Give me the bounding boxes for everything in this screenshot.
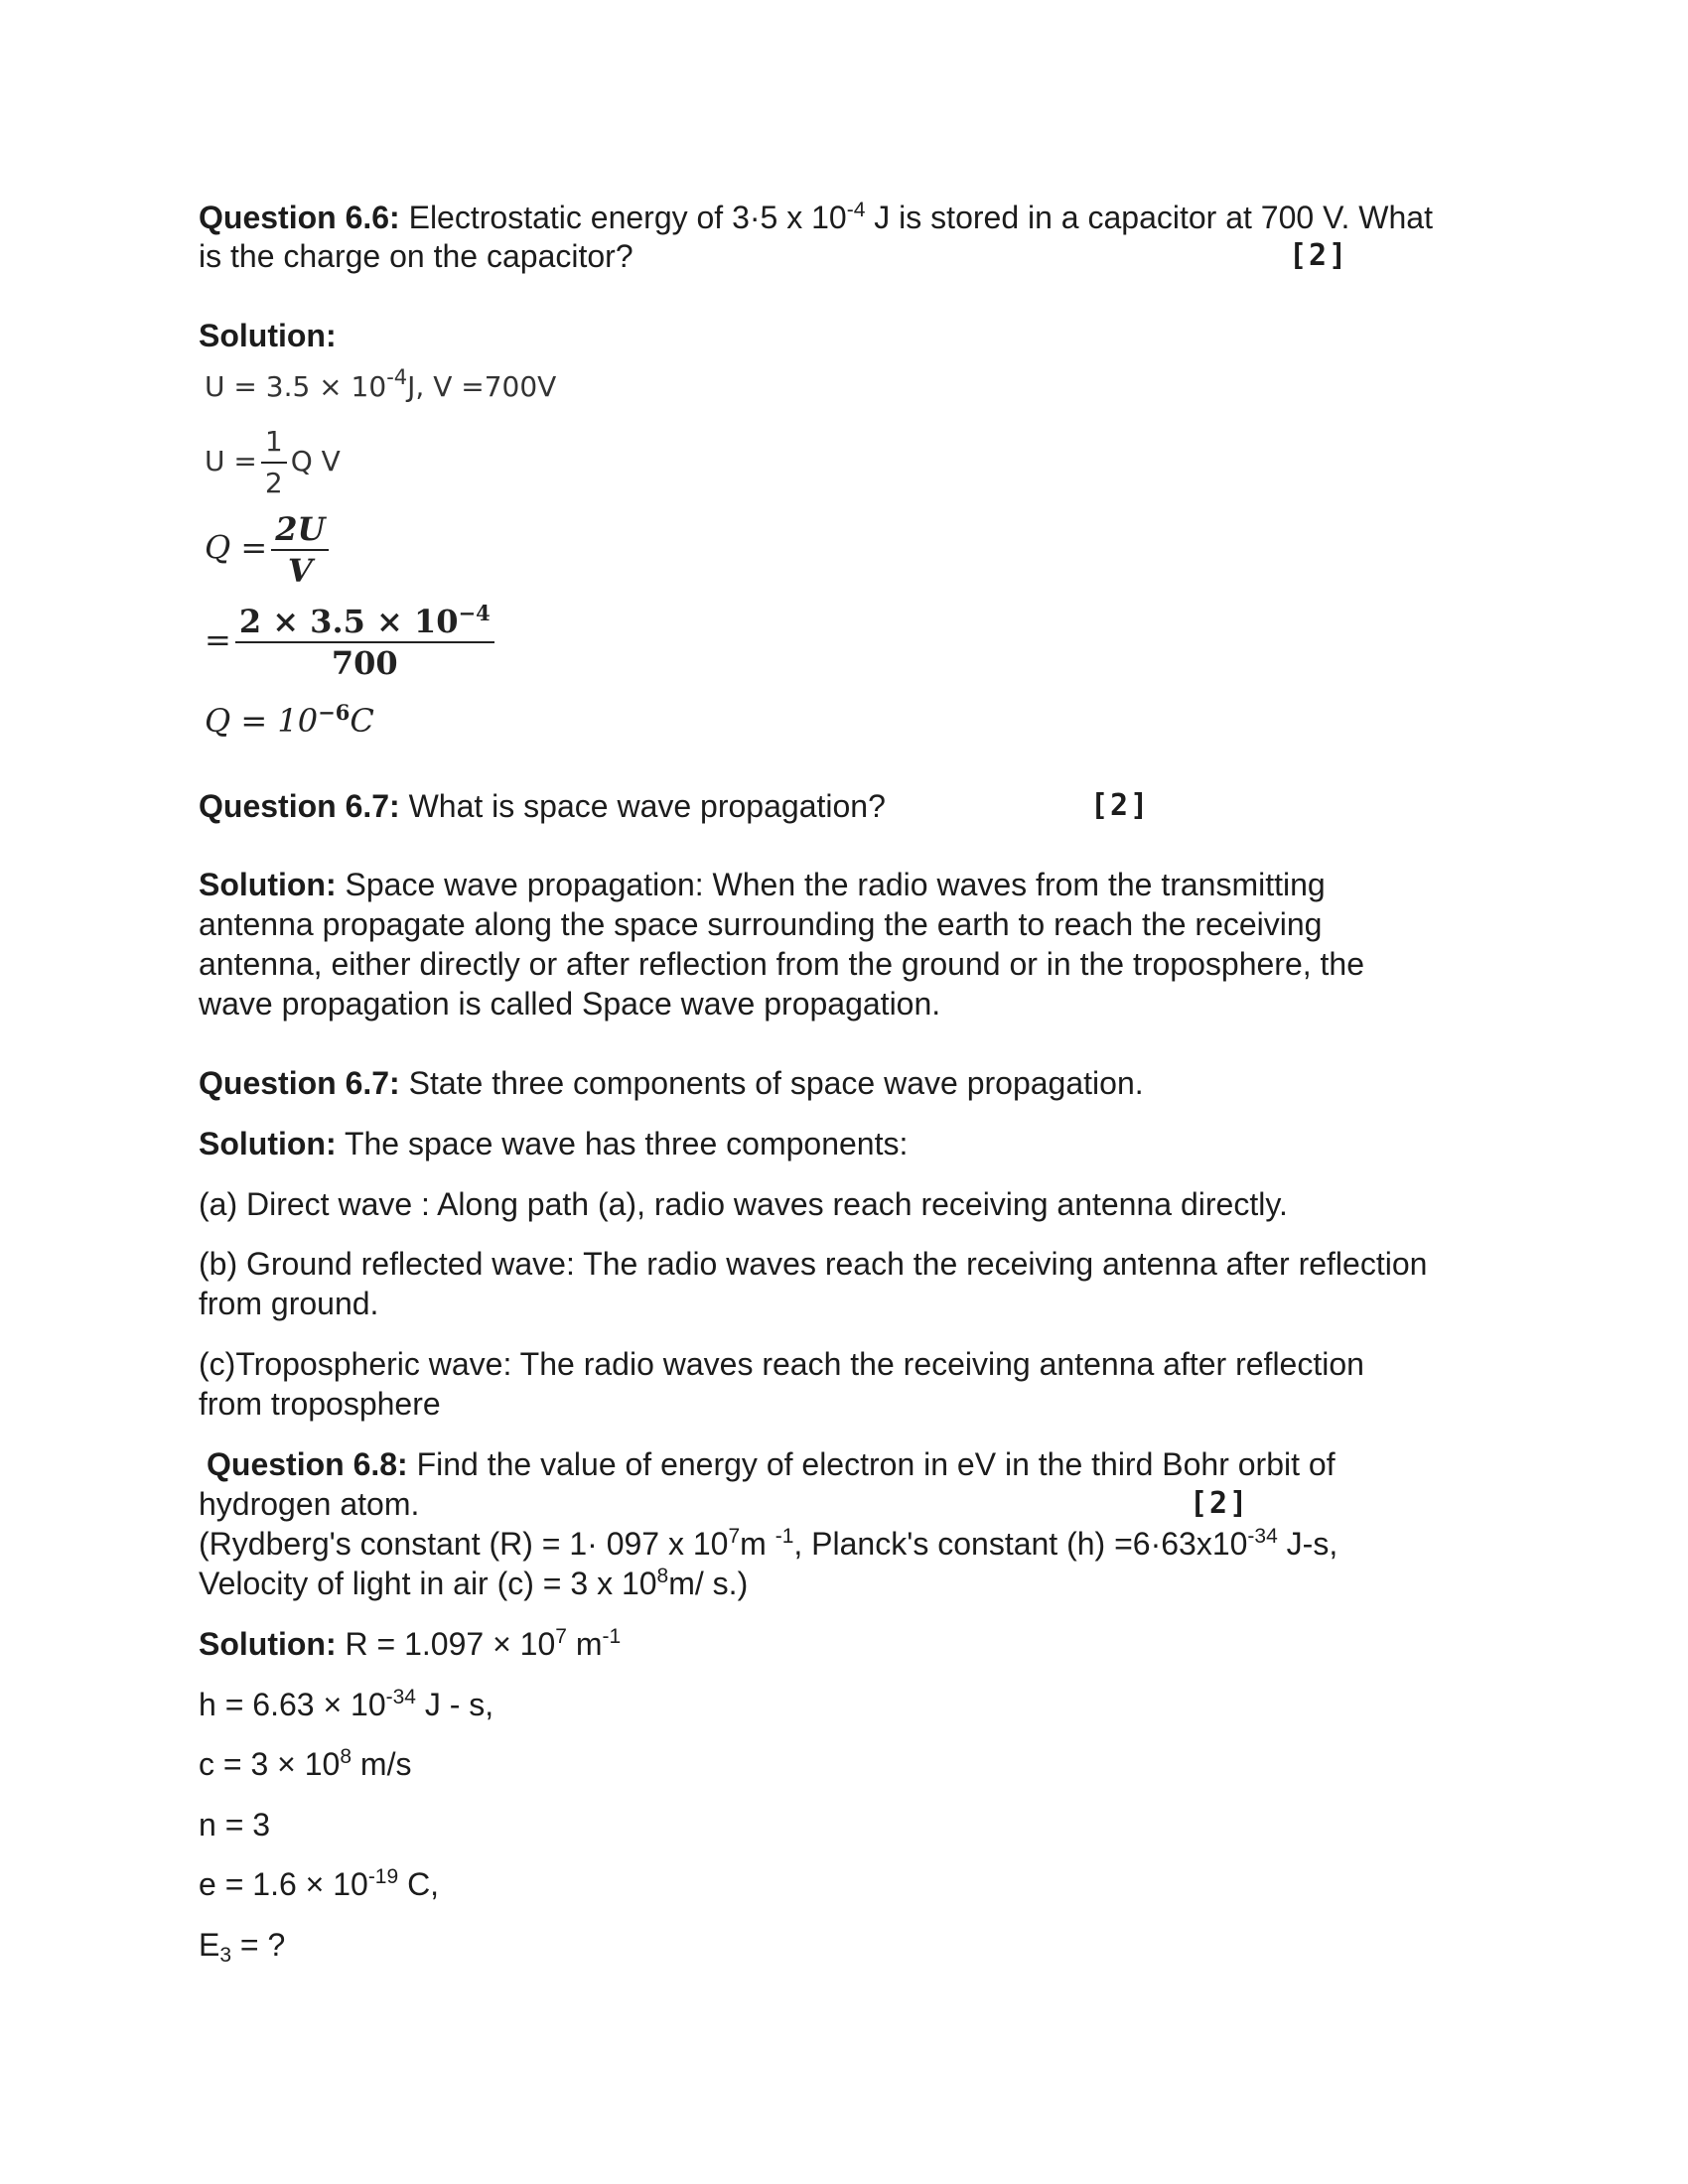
exponent: -1 bbox=[774, 1525, 794, 1548]
question-text: Find the value of energy of electron in eV in the third Bohr orbit of bbox=[407, 1446, 1336, 1482]
solution-6-7-line-3: antenna, either directly or after reflection from the ground or in the troposphere, the bbox=[199, 946, 1364, 982]
question-label: Question 6.7: bbox=[199, 1065, 400, 1101]
result-unit: C bbox=[350, 702, 374, 740]
component-tropospheric-wave-cont: from troposphere bbox=[199, 1386, 441, 1422]
marks-badge: [2] bbox=[1090, 788, 1151, 823]
exponent: -1 bbox=[602, 1625, 622, 1648]
result-text: Q = 10 bbox=[205, 702, 319, 740]
question-6-7-space-wave bbox=[199, 786, 886, 826]
numerator: 2U bbox=[271, 509, 329, 551]
solution-text: h = 6.63 × 10 bbox=[199, 1687, 386, 1722]
solution-6-8-light-speed bbox=[199, 1744, 411, 1784]
equation-energy bbox=[205, 422, 341, 503]
exponent: 8 bbox=[340, 1745, 352, 1768]
solution-text: m bbox=[566, 1626, 603, 1662]
solution-6-8-rydberg bbox=[199, 1624, 621, 1664]
solution-label: Solution: bbox=[199, 1126, 337, 1161]
constants-text: m/ s.) bbox=[668, 1566, 749, 1601]
question-6-6 bbox=[199, 198, 1433, 237]
given-values bbox=[205, 367, 556, 407]
fraction bbox=[235, 602, 494, 683]
marks-badge: [2] bbox=[1190, 1486, 1250, 1521]
equation-charge bbox=[205, 509, 333, 591]
exponent: 7 bbox=[555, 1625, 567, 1648]
question-text: State three components of space wave propagation. bbox=[399, 1065, 1144, 1101]
exponent: -4 bbox=[846, 199, 866, 221]
solution-6-6-label bbox=[199, 316, 337, 355]
marks-badge: [2] bbox=[1289, 238, 1349, 273]
solution-6-7-line-4: wave propagation is called Space wave propagation. bbox=[199, 986, 941, 1022]
exponent: -34 bbox=[1247, 1525, 1278, 1548]
fraction bbox=[271, 509, 329, 591]
constants-text: (Rydberg's constant (R) = 1· 097 x 10 bbox=[199, 1526, 729, 1562]
denominator: V bbox=[287, 552, 313, 590]
solution-text: Space wave propagation: When the radio waves from the transmitting bbox=[336, 867, 1326, 902]
constants-text: m bbox=[740, 1526, 775, 1562]
equation-result bbox=[205, 701, 374, 741]
solution-text: c = 3 × 10 bbox=[199, 1746, 341, 1782]
component-ground-wave-cont: from ground. bbox=[199, 1286, 379, 1321]
fraction bbox=[261, 422, 287, 503]
question-label: Question 6.6: bbox=[199, 200, 400, 235]
question-6-8-velocity bbox=[199, 1564, 748, 1603]
equation-lhs: U = bbox=[205, 445, 257, 478]
question-6-8 bbox=[207, 1444, 1336, 1484]
question-6-8-line-2: hydrogen atom. bbox=[199, 1486, 420, 1522]
solution-6-7-line-1 bbox=[199, 865, 1326, 904]
equation-lhs: Q = bbox=[205, 528, 268, 567]
solution-6-8-energy-unknown bbox=[199, 1925, 285, 1965]
question-6-8-constants bbox=[199, 1524, 1337, 1564]
exponent: −4 bbox=[458, 601, 491, 625]
equation-lhs: = bbox=[205, 620, 231, 659]
constants-text: Velocity of light in air (c) = 3 x 10 bbox=[199, 1566, 657, 1601]
solution-text: R = 1.097 × 10 bbox=[336, 1626, 556, 1662]
solution-6-8-planck bbox=[199, 1685, 493, 1724]
solution-text: m/s bbox=[352, 1746, 412, 1782]
solution-components-intro bbox=[199, 1124, 908, 1163]
solution-text: C, bbox=[398, 1866, 440, 1902]
given-text: U = 3.5 × 10 bbox=[205, 370, 387, 403]
equation-substitution bbox=[205, 602, 498, 683]
exponent: -4 bbox=[386, 365, 408, 389]
component-ground-wave: (b) Ground reflected wave: The radio waves reach the receiving antenna after reflection bbox=[199, 1246, 1428, 1282]
numerator bbox=[235, 602, 494, 643]
solution-6-8-electron-charge bbox=[199, 1864, 439, 1904]
solution-text: The space wave has three components: bbox=[336, 1126, 909, 1161]
component-tropospheric-wave: (c)Tropospheric wave: The radio waves reach the receiving antenna after reflection bbox=[199, 1346, 1364, 1382]
exponent: −6 bbox=[318, 700, 351, 725]
numerator: 1 bbox=[261, 422, 287, 464]
solution-text: = ? bbox=[231, 1927, 286, 1963]
denominator: 2 bbox=[264, 467, 283, 499]
solution-text: J - s, bbox=[415, 1687, 494, 1722]
solution-6-7-line-2: antenna propagate along the space surrounding the earth to reach the receiving bbox=[199, 906, 1323, 942]
solution-label: Solution: bbox=[199, 1626, 337, 1662]
solution-6-8-orbit-number: n = 3 bbox=[199, 1807, 271, 1843]
question-6-7-components bbox=[199, 1063, 1144, 1103]
solution-label: Solution: bbox=[199, 867, 337, 902]
constants-text: , Planck's constant (h) =6·63x10 bbox=[793, 1526, 1248, 1562]
solution-label: Solution: bbox=[199, 318, 337, 353]
question-6-6-line-2 bbox=[199, 236, 633, 276]
constants-text: J-s, bbox=[1277, 1526, 1338, 1562]
question-text: Electrostatic energy of 3·5 x 10 bbox=[399, 200, 847, 235]
exponent: 8 bbox=[656, 1565, 669, 1587]
subscript: 3 bbox=[219, 1944, 232, 1967]
exponent: 7 bbox=[728, 1525, 741, 1548]
exponent: -19 bbox=[367, 1865, 399, 1888]
solution-text: e = 1.6 × 10 bbox=[199, 1866, 368, 1902]
question-text: is the charge on the capacitor? bbox=[199, 238, 633, 274]
solution-text: E bbox=[199, 1927, 220, 1963]
exponent: -34 bbox=[385, 1686, 416, 1708]
question-label: Question 6.8: bbox=[207, 1446, 408, 1482]
question-text: J is stored in a capacitor at 700 V. What bbox=[865, 200, 1433, 235]
denominator: 700 bbox=[331, 644, 398, 682]
numerator-text: 2 × 3.5 × 10 bbox=[238, 603, 459, 640]
question-text: What is space wave propagation? bbox=[399, 788, 886, 824]
given-text: J, V =700V bbox=[407, 370, 557, 403]
equation-rhs: Q V bbox=[290, 445, 341, 478]
question-label: Question 6.7: bbox=[199, 788, 400, 824]
component-direct-wave: (a) Direct wave : Along path (a), radio waves reach receiving antenna directly. bbox=[199, 1186, 1288, 1222]
